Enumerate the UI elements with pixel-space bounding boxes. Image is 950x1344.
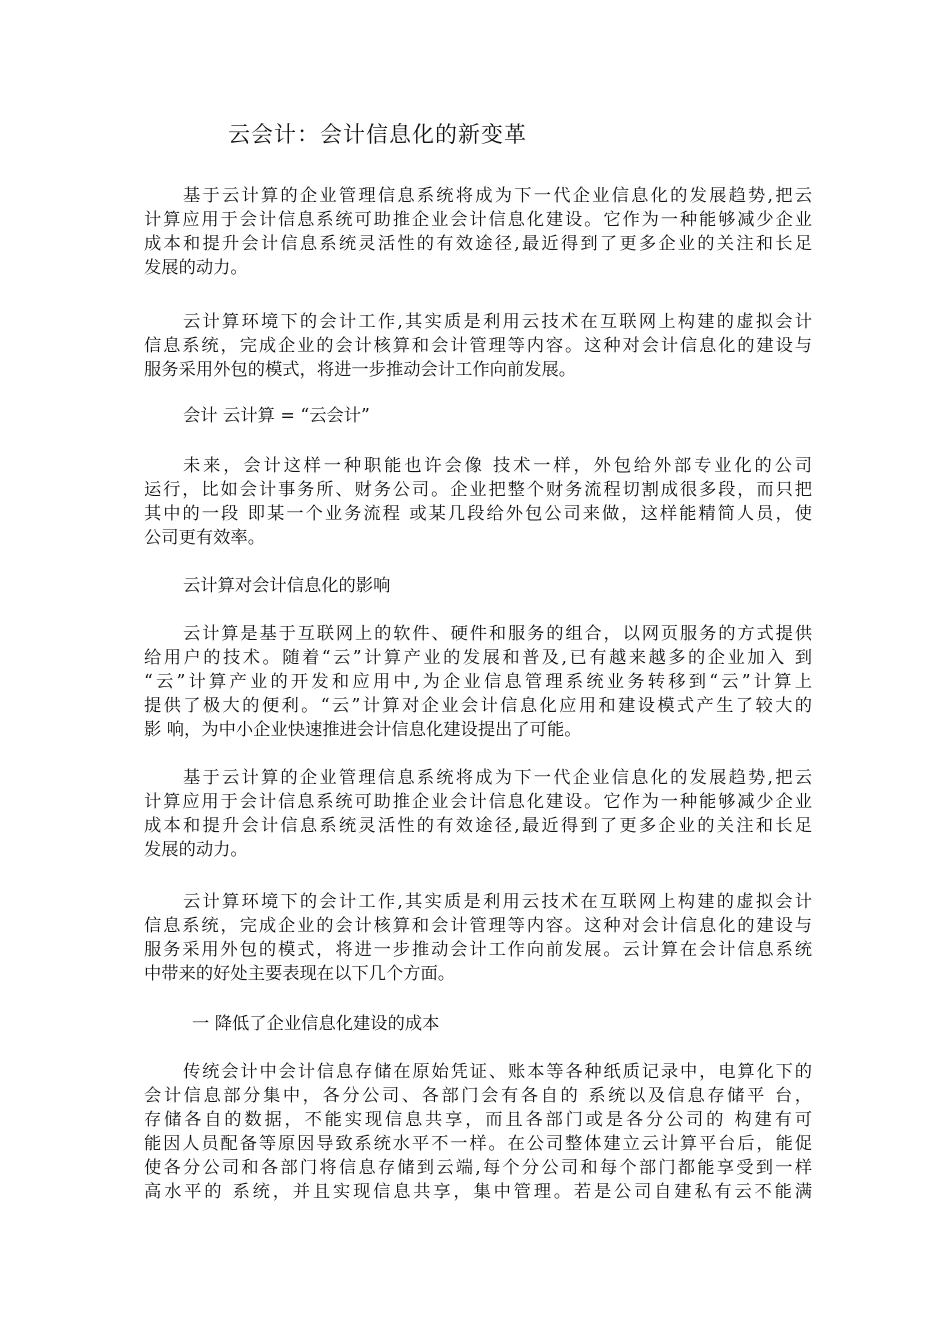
paragraph-line: 服务采用外包的模式，将进一步推动会计工作向前发展。 [144, 360, 577, 380]
paragraph-5 [144, 766, 812, 862]
paragraph-line: 存储各自的数据，不能实现信息共享，而且各部门或是各分公司的 构建有可 [144, 1110, 812, 1130]
paragraph-line: 公司更有效率。 [144, 528, 265, 548]
paragraph-line: 未来，会计这样一种职能也许会像 技术一样，外包给外部专业化的公司 [183, 456, 812, 476]
paragraph-line: 云计算环境下的会计工作,其实质是利用云技术在互联网上构建的虚拟会计 [183, 892, 812, 912]
formula-line: 会计 云计算 = “云会计” [183, 406, 370, 426]
paragraph-line: 运行，比如会计事务所、财务公司。企业把整个财务流程切割成很多段，而只把 [144, 480, 812, 500]
paragraph-line: 其中的一段 即某一个业务流程 或某几段给外包公司来做，这样能精简人员，使 [144, 504, 812, 524]
paragraph-line: 基于云计算的企业管理信息系统将成为下一代企业信息化的发展趋势,把云 [183, 186, 812, 206]
paragraph-line: “云”计算产业的开发和应用中,为企业信息管理系统业务转移到“云”计算上 [144, 672, 812, 692]
paragraph-line: 会计信息部分集中，各分公司、各部门会有各自的 系统以及信息存储平 台， [144, 1086, 812, 1106]
paragraph-line: 发展的动力。 [144, 258, 248, 278]
paragraph-2 [144, 310, 812, 382]
section-heading: 云计算对会计信息化的影响 [183, 576, 391, 596]
section-heading: 一 降低了企业信息化建设的成本 [192, 1014, 440, 1034]
paragraph-line: 计算应用于会计信息系统可助推企业会计信息化建设。它作为一种能够减少企业 [144, 210, 812, 230]
paragraph-6 [144, 890, 812, 986]
document-title: 云会计：会计信息化的新变革 [228, 123, 528, 148]
paragraph-line: 发展的动力。 [144, 840, 248, 860]
paragraph-line: 信息系统，完成企业的会计核算和会计管理等内容。这种对会计信息化的建设与 [144, 336, 812, 356]
paragraph-7 [144, 1060, 812, 1204]
paragraph-line: 云计算是基于互联网上的软件、硬件和服务的组合，以网页服务的方式提供 [183, 624, 812, 644]
paragraph-line: 基于云计算的企业管理信息系统将成为下一代企业信息化的发展趋势,把云 [183, 768, 812, 788]
paragraph-line: 成本和提升会计信息系统灵活性的有效途径,最近得到了更多企业的关注和长足 [144, 234, 812, 254]
paragraph-line: 服务采用外包的模式，将进一步推动会计工作向前发展。云计算在会计信息系统 [144, 940, 812, 960]
paragraph-line: 影 响，为中小企业快速推进会计信息化建设提出了可能。 [144, 720, 582, 740]
paragraph-line: 信息系统，完成企业的会计核算和会计管理等内容。这种对会计信息化的建设与 [144, 916, 812, 936]
paragraph-line: 给用户的技术。随着“云”计算产业的发展和普及,已有越来越多的企业加入 到 [144, 648, 812, 668]
paragraph-3 [144, 454, 812, 550]
paragraph-line: 成本和提升会计信息系统灵活性的有效途径,最近得到了更多企业的关注和长足 [144, 816, 812, 836]
paragraph-line: 计算应用于会计信息系统可助推企业会计信息化建设。它作为一种能够减少企业 [144, 792, 812, 812]
paragraph-line: 中带来的好处主要表现在以下几个方面。 [144, 964, 456, 984]
paragraph-line: 能因人员配备等原因导致系统水平不一样。在公司整体建立云计算平台后，能促 [144, 1134, 812, 1154]
paragraph-line: 云计算环境下的会计工作,其实质是利用云技术在互联网上构建的虚拟会计 [183, 312, 812, 332]
paragraph-line: 传统会计中会计信息存储在原始凭证、账本等各种纸质记录中，电算化下的 [183, 1062, 812, 1082]
paragraph-1 [144, 184, 812, 280]
paragraph-line: 提供了极大的便利。“云”计算对企业会计信息化应用和建设模式产生了较大的 [144, 696, 812, 716]
paragraph-line: 高水平的 系统，并且实现信息共享，集中管理。若是公司自建私有云不能满 [144, 1182, 812, 1202]
paragraph-4 [144, 622, 812, 742]
paragraph-line: 使各分公司和各部门将信息存储到云端,每个分公司和每个部门都能享受到一样 [144, 1158, 812, 1178]
